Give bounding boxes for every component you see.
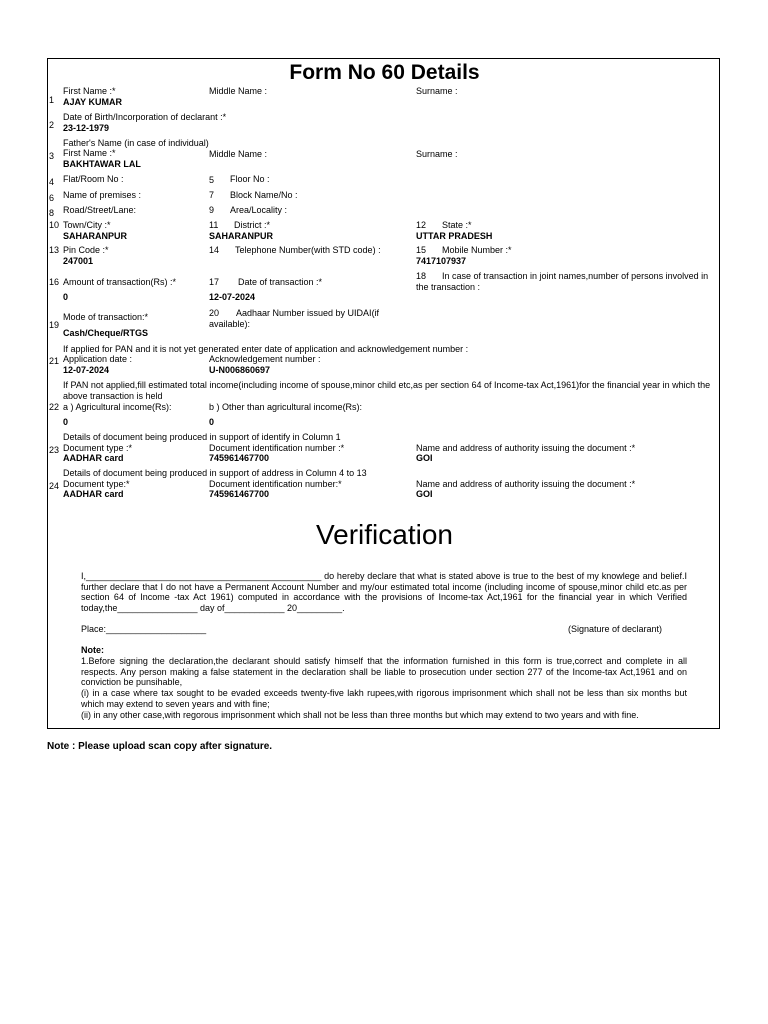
transaction-date-label: Date of transaction :* xyxy=(238,277,323,287)
identity-doc-header: Details of document being produced in support of identify in Column 1 xyxy=(63,432,341,442)
row-number: 8 xyxy=(49,208,55,218)
agricultural-income-label: a ) Agricultural income(Rs): xyxy=(63,402,172,412)
verification-title: Verification xyxy=(316,519,453,550)
address-doc-header: Details of document being produced in support of address in Column 4 to 13 xyxy=(63,468,367,478)
form-title: Form No 60 Details xyxy=(289,61,480,84)
amount-value: 0 xyxy=(63,292,69,302)
estimated-income-header: If PAN not applied,fill estimated total income(including income of spouse,minor child etc,as per section 64 of Income-tax Act,1961)for the financial year in which the above transaction is held xyxy=(63,380,711,401)
row-number: 5 xyxy=(209,175,215,185)
agricultural-income-value: 0 xyxy=(63,417,69,427)
row-number: 22 xyxy=(49,402,60,412)
aadhaar-label: Aadhaar Number issued by UIDAI(if available): xyxy=(209,308,380,329)
identity-doc-number-value: 745961467700 xyxy=(209,453,270,463)
district-label: District :* xyxy=(234,220,270,230)
father-name-header: Father's Name (in case of individual) xyxy=(63,138,209,148)
mobile-value: 7417107937 xyxy=(416,256,467,266)
note-1: 1.Before signing the declaration,the declarant should satisfy himself that the information furnished in this form is true,correct and complete in all respects. Any person making a false statement in the declaration shall be liable to prosecution under section 277 of the Income-tax Act,1961 and on conviction be punsihable, xyxy=(81,656,687,687)
father-middle-name-label: Middle Name : xyxy=(209,149,268,159)
row-number: 2 xyxy=(49,120,55,130)
upload-note: Note : Please upload scan copy after signature. xyxy=(47,741,273,752)
dob-value: 23-12-1979 xyxy=(63,123,110,133)
identity-authority-value: GOI xyxy=(416,453,433,463)
row-number: 7 xyxy=(209,190,215,200)
identity-doc-type-label: Document type :* xyxy=(63,443,133,453)
form-60-frame xyxy=(47,58,720,729)
row-number: 11 xyxy=(209,220,219,230)
row-number: 24 xyxy=(49,481,60,491)
amount-label: Amount of transaction(Rs) :* xyxy=(63,277,177,287)
address-authority-label: Name and address of authority issuing the document :* xyxy=(416,479,636,489)
row-number: 23 xyxy=(49,445,60,455)
row-number: 3 xyxy=(49,151,55,161)
state-value: UTTAR PRADESH xyxy=(416,231,493,241)
dob-label: Date of Birth/Incorporation of declarant :* xyxy=(63,112,227,122)
row-number: 19 xyxy=(49,320,60,330)
father-first-name-label: First Name :* xyxy=(63,148,116,158)
acknowledgement-value: U-N006860697 xyxy=(209,365,271,375)
pin-code-label: Pin Code :* xyxy=(63,245,109,255)
identity-doc-number-label: Document identification number :* xyxy=(209,443,345,453)
row-number: 13 xyxy=(49,245,60,255)
row-number: 1 xyxy=(49,95,55,105)
row-number: 21 xyxy=(49,356,60,366)
note-2: (i) in a case where tax sought to be evaded exceeds twenty-five lakh rupees,with rigorous imprisonment which shall not be less than six months but which may extend to seven years and with fine; xyxy=(81,688,687,709)
father-surname-label: Surname : xyxy=(416,149,458,159)
row-number: 12 xyxy=(416,220,427,230)
pan-applied-header: If applied for PAN and it is not yet generated enter date of application and acknowledgement number : xyxy=(63,344,469,354)
declaration-text: I,_______________________________________________ do hereby declare that what is stated above is true to the best of my knowlege and belief.I further declare that I do not have a Permanent Account Number and my/our estimated total income (including income of spouse,minor child etc.as per section 64 of Income -tax Act 1961) computed in accordance with the provisions of Income-tax Act,1961 for the financial year in which Verified today,the________________ day of____________ 20_________. xyxy=(81,571,687,613)
address-doc-type-label: Document type:* xyxy=(63,479,130,489)
identity-doc-type-value: AADHAR card xyxy=(63,453,124,463)
row-number: 4 xyxy=(49,177,55,187)
joint-persons-label: In case of transaction in joint names,number of persons involved in the transaction : xyxy=(416,271,709,292)
row-number: 15 xyxy=(416,245,427,255)
note-3: (ii) in any other case,with regorous imprisonment which shall not be less than three months but which may extend to two years and with fine. xyxy=(81,710,639,720)
mobile-label: Mobile Number :* xyxy=(442,245,512,255)
mode-value: Cash/Cheque/RTGS xyxy=(63,328,149,338)
row-number: 6 xyxy=(49,193,55,203)
address-doc-number-label: Document identification number:* xyxy=(209,479,342,489)
block-label: Block Name/No : xyxy=(230,190,298,200)
address-doc-number-value: 745961467700 xyxy=(209,489,270,499)
transaction-date-value: 12-07-2024 xyxy=(209,292,256,302)
first-name-label: First Name :* xyxy=(63,86,116,96)
address-authority-value: GOI xyxy=(416,489,433,499)
telephone-label: Telephone Number(with STD code) : xyxy=(235,245,381,255)
middle-name-label: Middle Name : xyxy=(209,86,268,96)
premises-label: Name of premises : xyxy=(63,190,142,200)
surname-label: Surname : xyxy=(416,86,458,96)
identity-authority-label: Name and address of authority issuing the document :* xyxy=(416,443,636,453)
other-income-label: b ) Other than agricultural income(Rs): xyxy=(209,402,363,412)
road-label: Road/Street/Lane: xyxy=(63,205,137,215)
father-first-name-value: BAKHTAWAR LAL xyxy=(63,159,141,169)
state-label: State :* xyxy=(442,220,472,230)
application-date-value: 12-07-2024 xyxy=(63,365,110,375)
acknowledgement-label: Acknowledgement number : xyxy=(209,354,321,364)
town-value: SAHARANPUR xyxy=(63,231,128,241)
signature-label: (Signature of declarant) xyxy=(568,624,663,634)
row-number: 18 xyxy=(416,271,427,281)
row-number: 17 xyxy=(209,277,220,287)
row-number: 9 xyxy=(209,205,215,215)
other-income-value: 0 xyxy=(209,417,215,427)
row-number: 14 xyxy=(209,245,220,255)
first-name-value: AJAY KUMAR xyxy=(63,97,123,107)
flat-room-label: Flat/Room No : xyxy=(63,174,124,184)
row-number: 10 xyxy=(49,220,60,230)
area-label: Area/Locality : xyxy=(230,205,288,215)
address-doc-type-value: AADHAR card xyxy=(63,489,124,499)
application-date-label: Application date : xyxy=(63,354,133,364)
pin-code-value: 247001 xyxy=(63,256,94,266)
row-number: 20 xyxy=(209,308,220,318)
note-title: Note: xyxy=(81,645,104,655)
row-number: 16 xyxy=(49,277,60,287)
floor-label: Floor No : xyxy=(230,174,270,184)
mode-label: Mode of transaction:* xyxy=(63,312,149,322)
town-label: Town/City :* xyxy=(63,220,111,230)
place-field: Place:____________________ xyxy=(81,624,207,634)
district-value: SAHARANPUR xyxy=(209,231,274,241)
